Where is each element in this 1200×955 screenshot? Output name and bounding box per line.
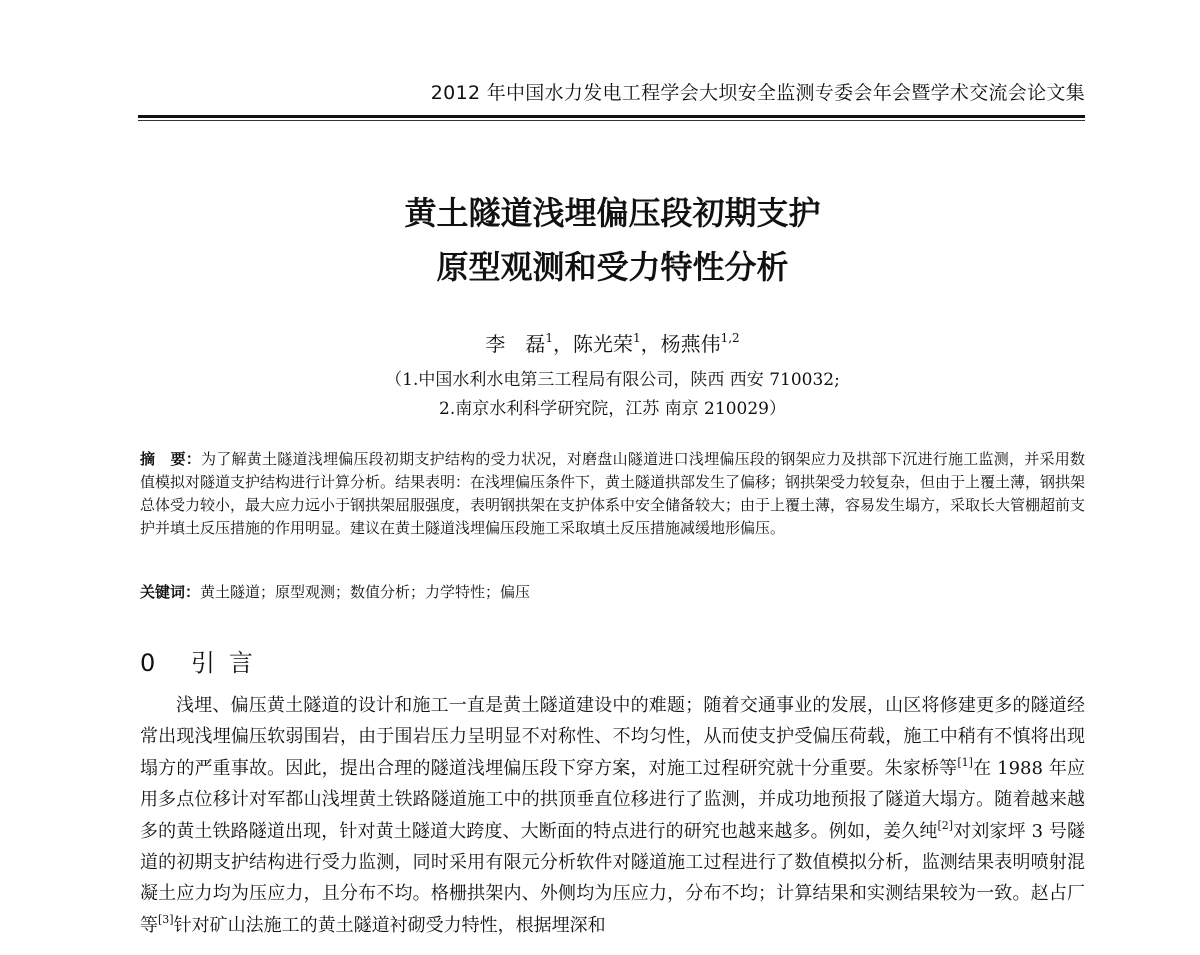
- affiliation-line-1: （1.中国水利水电第三工程局有限公司，陕西 西安 710032;: [385, 370, 840, 390]
- keywords-text: 黄土隧道；原型观测；数值分析；力学特性；偏压: [200, 583, 531, 601]
- abstract-text: 为了解黄土隧道浅埋偏压段初期支护结构的受力状况，对磨盘山隧道进口浅埋偏压段的钢架应力及拱部下沉进行施工监测，并采用数值模拟对隧道支护结构进行计算分析。结果表明：在浅埋偏压条件下，黄土隧道拱部发生了偏移；钢拱架受力较复杂，但由于上覆土薄，钢拱架总体受力较小，最大应力远小于钢拱架屈服强度，表明钢拱架在支护体系中安全储备较大；由于上覆土薄，容易发生塌方，采取长大管棚超前支护并填土反压措施的作用明显。建议在黄土隧道浅埋偏压段施工采取填土反压措施减缓地形偏压。: [140, 450, 1086, 537]
- author-affiliation-mark: 1: [545, 331, 553, 345]
- header-rule-thin: [138, 120, 1085, 121]
- section-number: 0: [140, 649, 170, 677]
- running-header: 2012 年中国水力发电工程学会大坝安全监测专委会年会暨学术交流会论文集: [430, 82, 1085, 104]
- author-name: 杨燕伟: [660, 332, 721, 356]
- body-paragraph: [140, 690, 1085, 941]
- author-affiliation-mark: 1: [632, 331, 641, 345]
- abstract-label: 摘 要：: [140, 450, 201, 468]
- author-name: 陈光荣: [572, 332, 633, 356]
- body-text-segment: 浅埋、偏压黄土隧道的设计和施工一直是黄土隧道建设中的难题；随着交通事业的发展，山区将修建更多的隧道经常出现浅埋偏压软弱围岩，由于围岩压力呈明显不对称性、不均匀性，从而使支护受偏压荷载，施工中稍有不慎将出现塌方的严重事故。因此，提出合理的隧道浅埋偏压段下穿方案，对施工过程研究就十分重要。朱家桥等: [140, 695, 1085, 779]
- section-title: 引言: [190, 649, 267, 677]
- author-separator: ，: [640, 332, 661, 356]
- body-text-segment: 对刘家坪 3 号隧道的初期支护结构进行受力监测，同时采用有限元分析软件对隧道施工过程进行了数值模拟分析，监测结果表明喷射混凝土应力均为压应力，且分布不均。格栅拱架内、外侧均为压应力，分布不均；计算结果和实测结果较为一致。赵占厂等: [140, 820, 1085, 936]
- citation-ref-1: [1]: [957, 755, 973, 769]
- author-affiliation-mark: 1,2: [720, 331, 740, 345]
- body-text-segment: 针对矿山法施工的黄土隧道衬砌受力特性，根据埋深和: [173, 914, 606, 936]
- abstract: [140, 448, 1085, 540]
- keywords-label: 关键词：: [140, 583, 201, 601]
- author-name: 李 磊: [485, 332, 546, 356]
- body-text-segment: 在 1988 年应用多点位移计对军都山浅埋黄土铁路隧道施工中的拱顶垂直位移进行了监测，并成功地预报了隧道大塌方。随着越来越多的黄土铁路隧道出现，针对黄土隧道大跨度、大断面的特点进行的研究也越来越多。例如，姜久纯: [140, 757, 1085, 842]
- citation-ref-3: [3]: [158, 912, 174, 926]
- author-separator: ，: [552, 332, 573, 356]
- paper-title-line-2: 原型观测和受力特性分析: [436, 248, 789, 286]
- affiliation-line-2: 2.南京水利科学研究院，江苏 南京 210029）: [439, 399, 786, 419]
- paper-title-line-1: 黄土隧道浅埋偏压段初期支护: [404, 194, 821, 232]
- keywords: [140, 581, 1085, 604]
- citation-ref-2: [2]: [937, 818, 954, 832]
- header-rule-thick: [138, 115, 1085, 118]
- section-heading: [140, 643, 267, 678]
- author-list: [140, 328, 1085, 357]
